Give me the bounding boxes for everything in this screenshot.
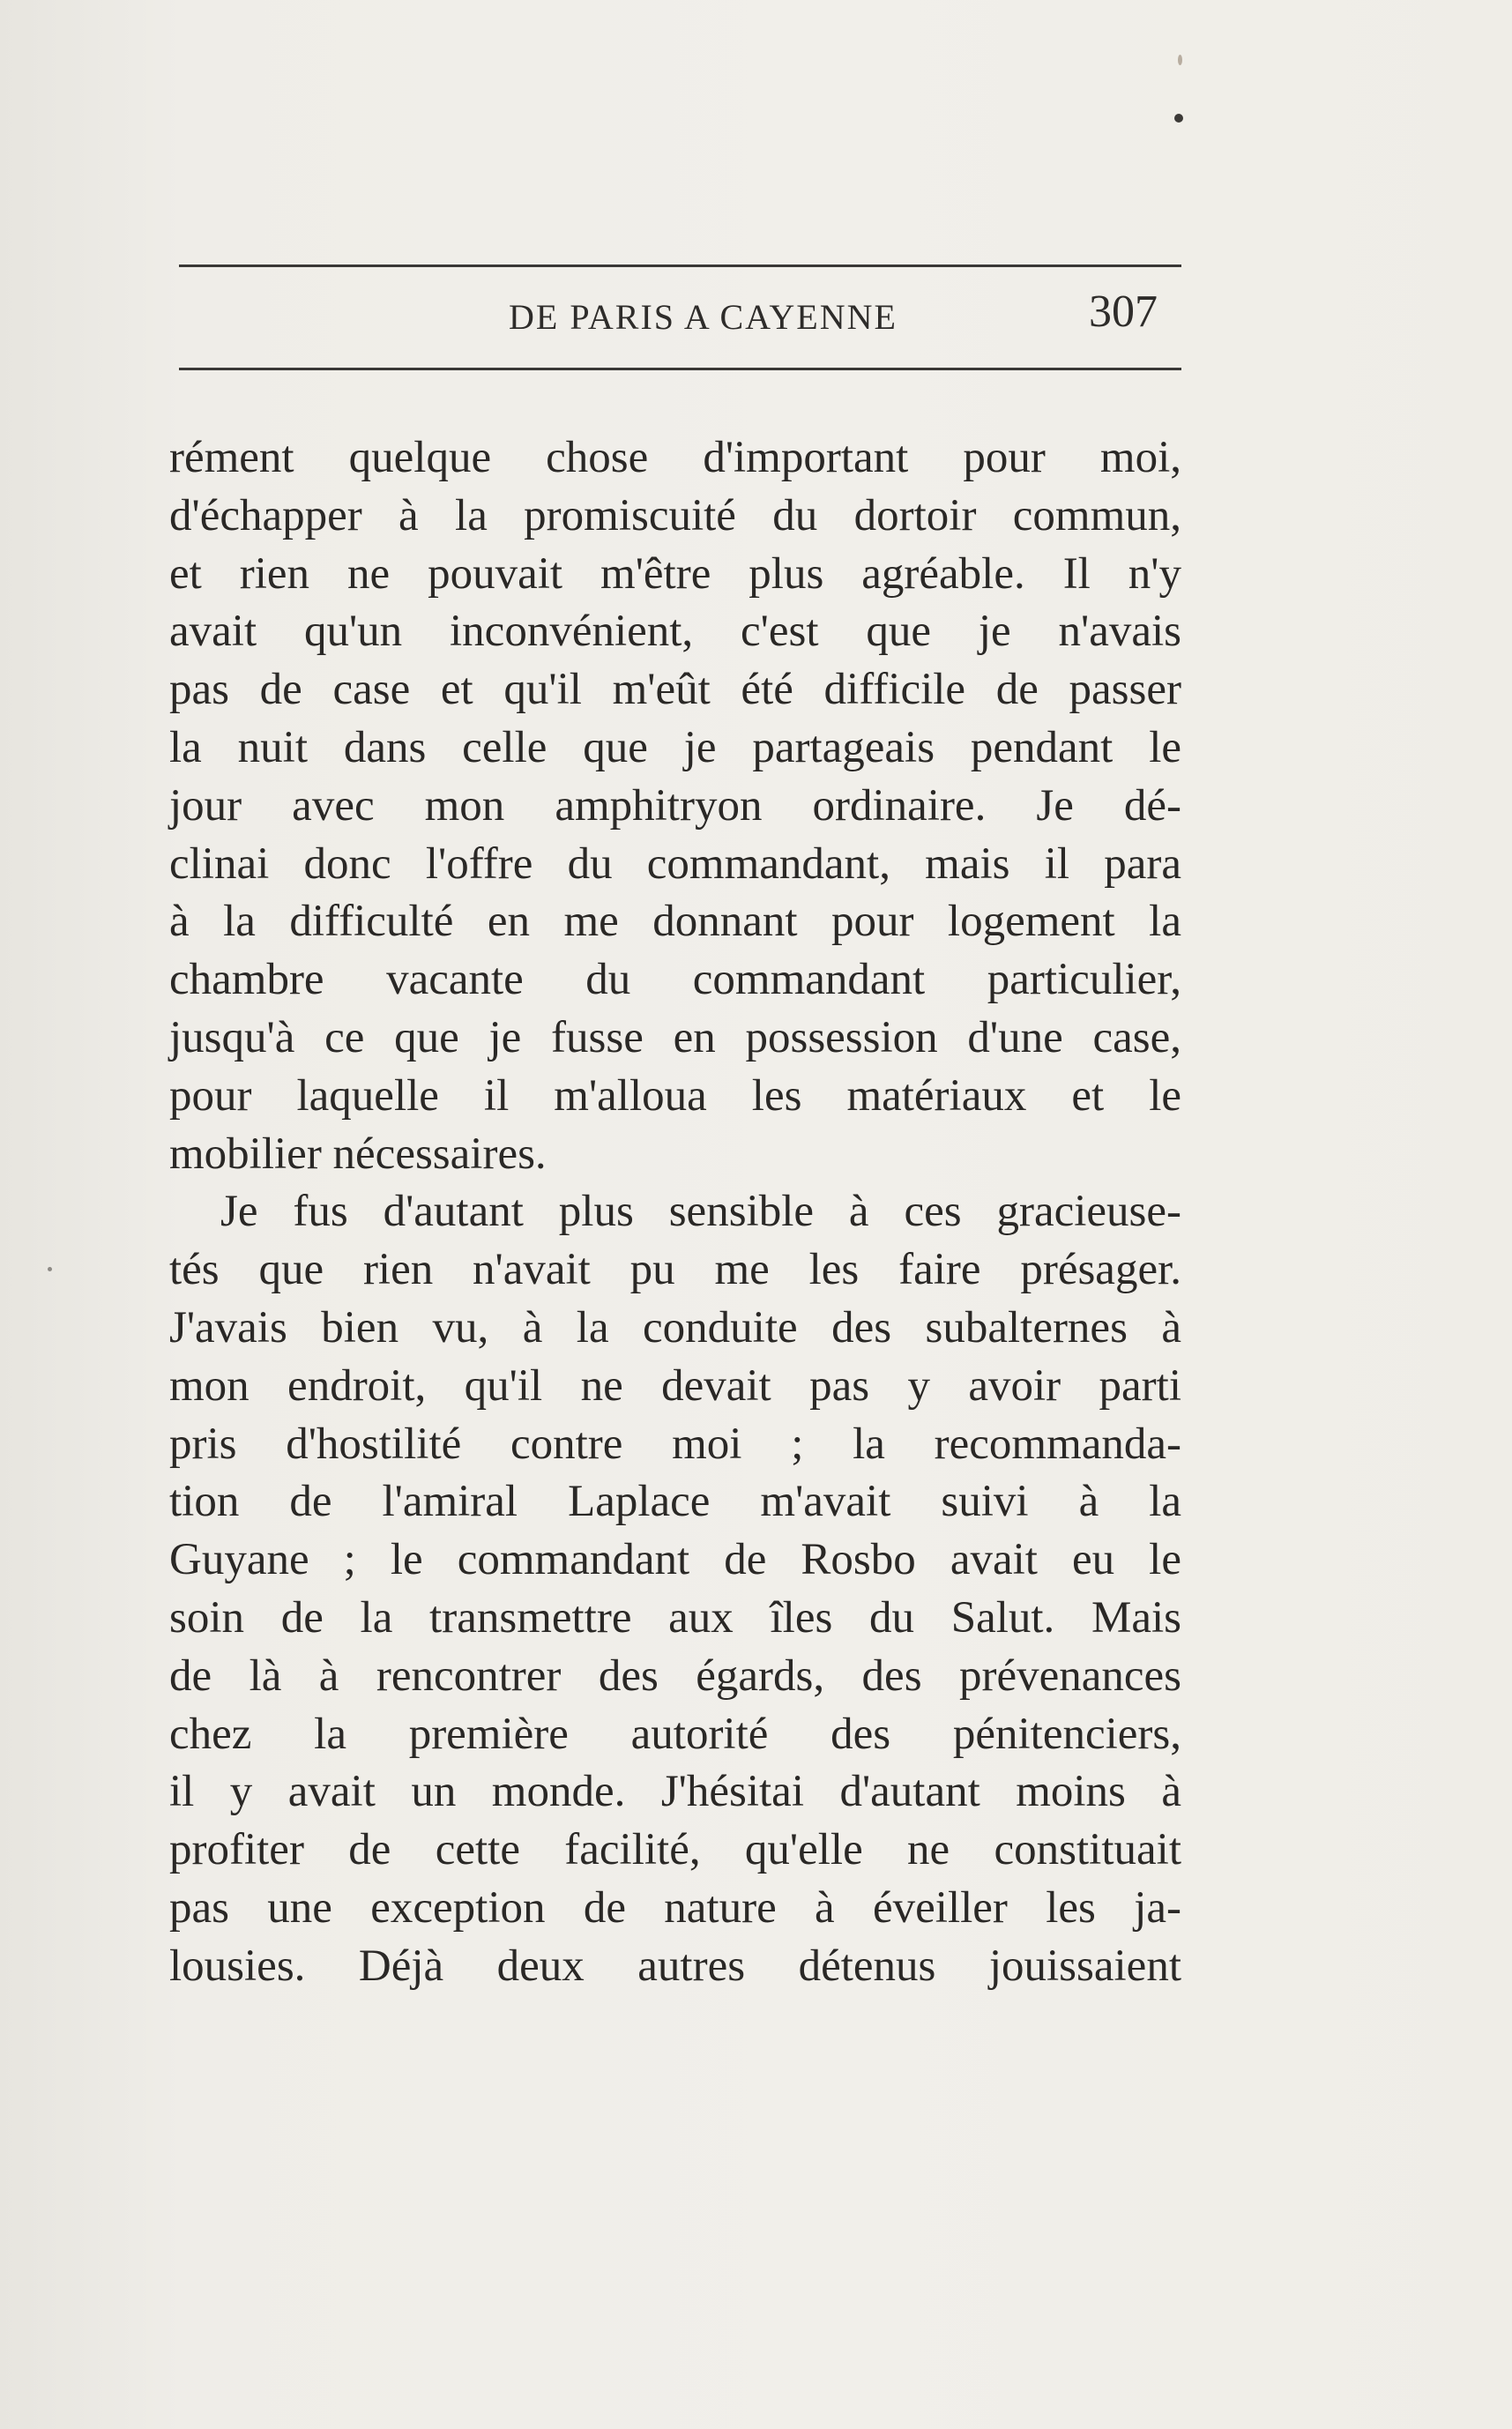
text-line: pris d'hostilité contre moi ; la recommanda- xyxy=(169,1419,1181,1469)
text-line: chez la première autorité des pénitenciers, xyxy=(169,1709,1181,1759)
ink-speck xyxy=(1174,114,1183,123)
text-line: clinai donc l'offre du commandant, mais il para xyxy=(169,838,1181,889)
text-line: Je fus d'autant plus sensible à ces gracieuse- xyxy=(220,1187,1181,1237)
text-line: rément quelque chose d'important pour moi, xyxy=(169,433,1181,482)
text-line: de là à rencontrer des égards, des prévenances xyxy=(169,1650,1181,1701)
text-line: Guyane ; le commandant de Rosbo avait eu le xyxy=(169,1535,1181,1585)
text-line: tion de l'amiral Laplace m'avait suivi à la xyxy=(169,1477,1181,1527)
text-line: avait qu'un inconvénient, c'est que je n'avais xyxy=(169,607,1181,657)
text-line: soin de la transmettre aux îles du Salut. Mais xyxy=(169,1592,1181,1643)
header-rule-top xyxy=(179,265,1181,267)
text-line: pas de case et qu'il m'eût été difficile de passer xyxy=(169,665,1181,715)
ink-speck xyxy=(1178,55,1182,65)
text-line: lousies. Déjà deux autres détenus jouissaient xyxy=(169,1941,1181,1991)
page-number: 307 xyxy=(1089,287,1158,337)
text-line: à la difficulté en me donnant pour logement la xyxy=(169,897,1181,947)
running-title: DE PARIS A CAYENNE xyxy=(509,297,898,337)
text-line: J'avais bien vu, à la conduite des subalternes à xyxy=(169,1302,1181,1352)
text-line: d'échapper à la promiscuité du dortoir commun, xyxy=(169,490,1181,540)
ink-speck xyxy=(48,1267,52,1271)
text-line: la nuit dans celle que je partageais pendant le xyxy=(169,722,1181,772)
text-line: mon endroit, qu'il ne devait pas y avoir parti xyxy=(169,1360,1181,1411)
body-text xyxy=(169,429,1181,1996)
text-line: pas une exception de nature à éveiller les ja- xyxy=(169,1882,1181,1933)
text-line: pour laquelle il m'alloua les matériaux et le xyxy=(169,1070,1181,1121)
text-line: profiter de cette facilité, qu'elle ne constituait xyxy=(169,1825,1181,1875)
text-line: chambre vacante du commandant particulier, xyxy=(169,955,1181,1005)
text-line: mobilier nécessaires. xyxy=(169,1129,547,1179)
header-rule-bottom xyxy=(179,368,1181,370)
text-line: jour avec mon amphitryon ordinaire. Je dé- xyxy=(169,780,1181,831)
text-line: jusqu'à ce que je fusse en possession d'une case, xyxy=(169,1012,1181,1062)
text-line: tés que rien n'avait pu me les faire présager. xyxy=(169,1245,1181,1295)
text-line: et rien ne pouvait m'être plus agréable. Il n'y xyxy=(169,548,1181,599)
text-line: il y avait un monde. J'hésitai d'autant moins à xyxy=(169,1767,1181,1817)
